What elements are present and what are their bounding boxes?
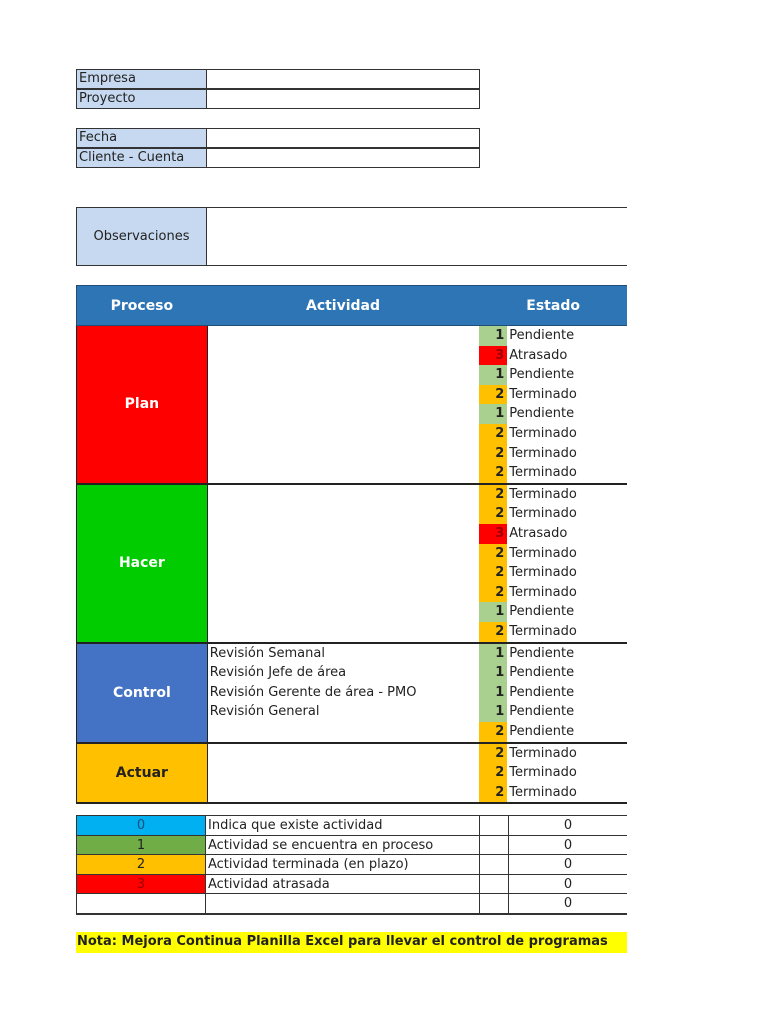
legend-row	[76, 836, 627, 856]
status-text: Atrasado	[509, 347, 568, 363]
empresa-label: Empresa	[76, 69, 207, 89]
actividad-cell[interactable]	[207, 744, 480, 803]
estado-row	[479, 346, 627, 366]
process-table-body	[76, 326, 627, 804]
estado-row	[479, 544, 627, 564]
estado-row	[479, 504, 627, 524]
legend-code: 0	[76, 816, 206, 836]
actividad-item: Revisión Semanal	[209, 645, 325, 661]
status-code: 2	[479, 744, 507, 764]
cliente-label: Cliente - Cuenta	[76, 148, 207, 168]
note-banner: Nota: Mejora Continua Planilla Excel para llevar el control de programas	[76, 932, 627, 953]
process-table-header	[76, 285, 627, 326]
status-code: 2	[479, 722, 507, 742]
estado-row	[479, 683, 627, 703]
estado-row	[479, 463, 627, 483]
proyecto-field[interactable]	[207, 89, 480, 109]
estado-row	[479, 444, 627, 464]
status-text: Terminado	[509, 745, 577, 761]
status-code: 2	[479, 563, 507, 583]
proceso-cell: Control	[76, 644, 207, 742]
estado-row	[479, 783, 627, 803]
legend-description: Indica que existe actividad	[206, 816, 480, 836]
actividad-cell[interactable]	[207, 644, 480, 742]
status-text: Pendiente	[509, 665, 575, 681]
legend-count: 0	[509, 894, 627, 914]
status-text: Pendiente	[509, 723, 575, 739]
status-text: Pendiente	[509, 367, 575, 383]
status-code: 1	[479, 663, 507, 683]
legend-code	[76, 894, 206, 914]
status-code: 3	[479, 524, 507, 544]
status-text: Pendiente	[509, 645, 575, 661]
legend-description	[206, 894, 480, 914]
status-code: 1	[479, 365, 507, 385]
estado-row	[479, 404, 627, 424]
legend-blank-cell	[480, 894, 509, 914]
status-text: Terminado	[509, 545, 577, 561]
status-text: Terminado	[509, 445, 577, 461]
legend-row	[76, 855, 627, 875]
empresa-field[interactable]	[207, 69, 480, 89]
legend-code: 3	[76, 875, 206, 895]
status-code: 2	[479, 504, 507, 524]
estado-row	[479, 702, 627, 722]
process-group-actuar	[76, 744, 627, 805]
actividad-item: Revisión Jefe de área	[209, 665, 347, 681]
status-text: Pendiente	[509, 406, 575, 422]
status-code: 2	[479, 544, 507, 564]
actividad-cell[interactable]	[207, 485, 480, 642]
estado-row	[479, 326, 627, 346]
observaciones-label-text: Observaciones	[93, 229, 190, 244]
status-text: Pendiente	[509, 328, 575, 343]
status-text: Terminado	[509, 565, 577, 581]
status-text: Terminado	[509, 623, 577, 639]
legend-blank-cell	[480, 875, 509, 895]
status-text: Terminado	[509, 465, 577, 481]
estado-row	[479, 485, 627, 505]
status-code: 2	[479, 485, 507, 505]
estado-cell	[479, 644, 627, 742]
estado-row	[479, 424, 627, 444]
legend-count: 0	[509, 836, 627, 856]
estado-row	[479, 763, 627, 783]
status-text: Terminado	[509, 425, 577, 441]
estado-row	[479, 644, 627, 664]
actividad-item: Revisión General	[209, 704, 320, 720]
estado-row	[479, 744, 627, 764]
status-code: 1	[479, 602, 507, 622]
fecha-label: Fecha	[76, 128, 207, 148]
legend-row	[76, 894, 627, 914]
status-code: 1	[479, 644, 507, 664]
legend-count: 0	[509, 855, 627, 875]
observaciones-label	[76, 207, 207, 266]
proyecto-label: Proyecto	[76, 89, 207, 109]
status-code: 3	[479, 346, 507, 366]
cliente-field[interactable]	[207, 148, 480, 168]
proceso-cell: Hacer	[76, 485, 207, 642]
process-group-hacer	[76, 485, 627, 644]
status-code: 1	[479, 702, 507, 722]
estado-row	[479, 583, 627, 603]
status-text: Atrasado	[509, 525, 568, 541]
status-code: 1	[479, 404, 507, 424]
proceso-cell: Actuar	[76, 744, 207, 803]
legend-row	[76, 875, 627, 895]
legend-blank-cell	[480, 816, 509, 836]
status-text: Terminado	[509, 784, 577, 800]
status-text: Terminado	[509, 386, 577, 402]
estado-row	[479, 622, 627, 642]
estado-row	[479, 385, 627, 405]
fecha-field[interactable]	[207, 128, 480, 148]
status-code: 2	[479, 424, 507, 444]
observaciones-field[interactable]	[206, 207, 627, 266]
estado-row	[479, 563, 627, 583]
legend-count: 0	[509, 816, 627, 836]
proceso-cell: Plan	[76, 326, 207, 483]
status-text: Terminado	[509, 486, 577, 502]
legend-description: Actividad terminada (en plazo)	[206, 855, 480, 875]
legend-table	[76, 815, 627, 915]
legend-count: 0	[509, 875, 627, 895]
estado-cell	[479, 485, 627, 642]
actividad-item: Revisión Gerente de área - PMO	[209, 684, 417, 700]
status-text: Terminado	[509, 506, 577, 522]
status-text: Pendiente	[509, 704, 575, 720]
status-code: 1	[479, 326, 507, 346]
estado-row	[479, 365, 627, 385]
legend-code: 2	[76, 855, 206, 875]
status-code: 2	[479, 783, 507, 803]
header-estado: Estado	[526, 297, 580, 314]
status-code: 1	[479, 683, 507, 703]
estado-cell	[479, 326, 627, 483]
status-code: 2	[479, 583, 507, 603]
legend-description: Actividad atrasada	[206, 875, 480, 895]
status-text: Pendiente	[509, 604, 575, 620]
status-text: Terminado	[509, 584, 577, 600]
header-proceso: Proceso	[110, 297, 174, 314]
status-code: 2	[479, 444, 507, 464]
status-code: 2	[479, 622, 507, 642]
estado-cell	[479, 744, 627, 803]
legend-row	[76, 816, 627, 836]
estado-row	[479, 722, 627, 742]
legend-code: 1	[76, 836, 206, 856]
status-text: Pendiente	[509, 684, 575, 700]
estado-row	[479, 663, 627, 683]
estado-row	[479, 602, 627, 622]
actividad-cell[interactable]	[207, 326, 480, 483]
legend-description: Actividad se encuentra en proceso	[206, 836, 480, 856]
status-code: 2	[479, 463, 507, 483]
status-code: 2	[479, 763, 507, 783]
status-text: Terminado	[509, 765, 577, 781]
header-actividad: Actividad	[305, 297, 381, 314]
legend-blank-cell	[480, 836, 509, 856]
process-group-plan	[76, 326, 627, 485]
process-group-control	[76, 644, 627, 744]
legend-blank-cell	[480, 855, 509, 875]
status-code: 2	[479, 385, 507, 405]
estado-row	[479, 524, 627, 544]
